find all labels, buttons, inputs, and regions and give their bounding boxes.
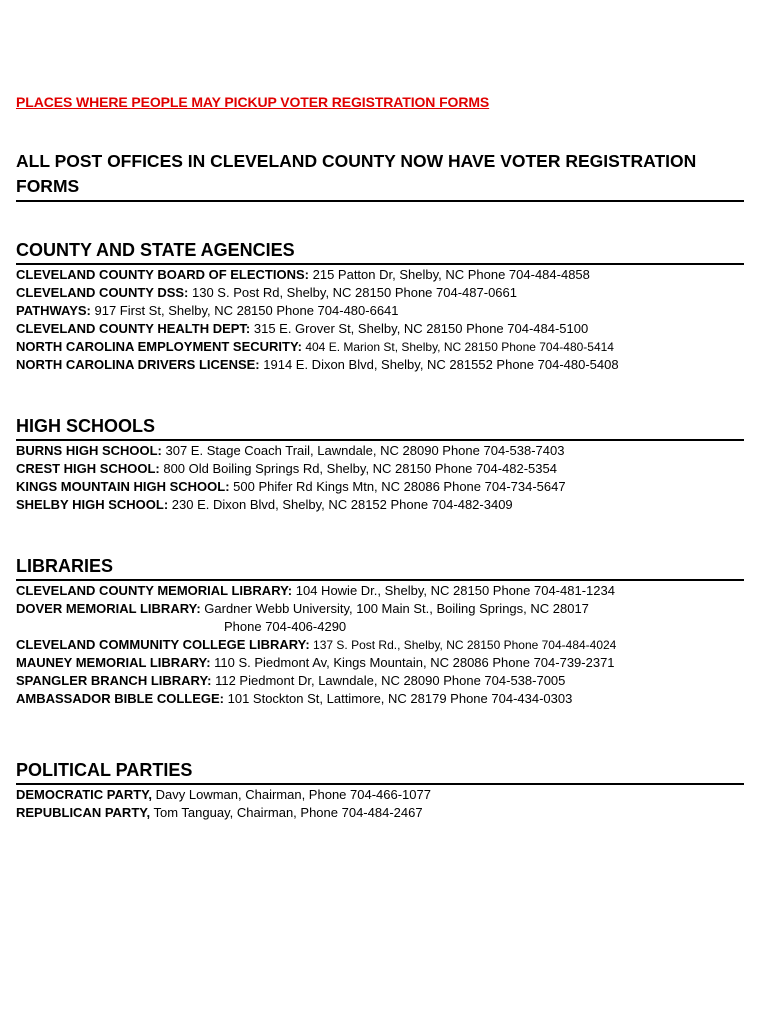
- item-name: BURNS HIGH SCHOOL:: [16, 443, 162, 458]
- item-detail: 110 S. Piedmont Av, Kings Mountain, NC 28086 Phone 704-739-2371: [210, 655, 615, 670]
- item-name: DEMOCRATIC PARTY,: [16, 787, 153, 802]
- list-item: [16, 804, 744, 822]
- item-name: MAUNEY MEMORIAL LIBRARY:: [16, 655, 211, 670]
- section-heading: POLITICAL PARTIES: [16, 759, 744, 785]
- list-item: [16, 600, 744, 618]
- item-name: DOVER MEMORIAL LIBRARY:: [16, 601, 201, 616]
- item-continuation: Phone 704-406-4290: [224, 619, 347, 634]
- list-item: [16, 442, 744, 460]
- item-detail: 230 E. Dixon Blvd, Shelby, NC 28152 Phone 704-482-3409: [168, 497, 513, 512]
- item-name: CLEVELAND COMMUNITY COLLEGE LIBRARY:: [16, 637, 310, 652]
- list-item: [16, 284, 744, 302]
- item-detail: 215 Patton Dr, Shelby, NC Phone 704-484-4858: [309, 267, 590, 282]
- list-item: [16, 496, 744, 514]
- item-detail: Gardner Webb University, 100 Main St., Boiling Springs, NC 28017: [200, 601, 589, 616]
- list-item: [16, 636, 744, 654]
- item-name: REPUBLICAN PARTY,: [16, 805, 151, 820]
- list-item: [16, 478, 744, 496]
- item-detail: 307 E. Stage Coach Trail, Lawndale, NC 28090 Phone 704-538-7403: [161, 443, 565, 458]
- item-detail: 130 S. Post Rd, Shelby, NC 28150 Phone 704-487-0661: [188, 285, 517, 300]
- item-name: PATHWAYS:: [16, 303, 91, 318]
- item-detail: 917 First St, Shelby, NC 28150 Phone 704-480-6641: [90, 303, 399, 318]
- list-item: [16, 320, 744, 338]
- item-name: CLEVELAND COUNTY MEMORIAL LIBRARY:: [16, 583, 293, 598]
- list-item: [16, 672, 744, 690]
- item-name: CLEVELAND COUNTY HEALTH DEPT:: [16, 321, 251, 336]
- item-name: CREST HIGH SCHOOL:: [16, 461, 160, 476]
- section-agencies: [16, 239, 744, 374]
- item-name: CLEVELAND COUNTY DSS:: [16, 285, 189, 300]
- item-name: NORTH CAROLINA DRIVERS LICENSE:: [16, 357, 260, 372]
- list-item: [16, 338, 744, 356]
- item-detail: 1914 E. Dixon Blvd, Shelby, NC 281552 Phone 704-480-5408: [259, 357, 619, 372]
- item-detail: 137 S. Post Rd., Shelby, NC 28150 Phone 704-484-4024: [309, 638, 617, 652]
- section-libraries: [16, 555, 744, 708]
- item-detail: 101 Stockton St, Lattimore, NC 28179 Phone 704-434-0303: [224, 691, 573, 706]
- item-detail: Tom Tanguay, Chairman, Phone 704-484-2467: [150, 805, 423, 820]
- item-detail: 404 E. Marion St, Shelby, NC 28150 Phone 704-480-5414: [302, 340, 614, 354]
- list-item: [16, 460, 744, 478]
- post-offices-notice: ALL POST OFFICES IN CLEVELAND COUNTY NOW HAVE VOTER REGISTRATION FORMS: [16, 149, 744, 202]
- section-heading: LIBRARIES: [16, 555, 744, 581]
- item-detail: 104 Howie Dr., Shelby, NC 28150 Phone 704-481-1234: [292, 583, 615, 598]
- list-item: [16, 786, 744, 804]
- list-item: [16, 690, 744, 708]
- item-name: SHELBY HIGH SCHOOL:: [16, 497, 169, 512]
- item-detail: 500 Phifer Rd Kings Mtn, NC 28086 Phone 704-734-5647: [229, 479, 566, 494]
- page-title: PLACES WHERE PEOPLE MAY PICKUP VOTER REGISTRATION FORMS: [16, 94, 490, 110]
- item-name: CLEVELAND COUNTY BOARD OF ELECTIONS:: [16, 267, 309, 282]
- list-item: [16, 302, 744, 320]
- item-detail: 800 Old Boiling Springs Rd, Shelby, NC 28150 Phone 704-482-5354: [159, 461, 557, 476]
- item-name: KINGS MOUNTAIN HIGH SCHOOL:: [16, 479, 230, 494]
- list-item: [16, 582, 744, 600]
- item-name: NORTH CAROLINA EMPLOYMENT SECURITY:: [16, 339, 302, 354]
- section-high-schools: [16, 415, 744, 514]
- item-name: SPANGLER BRANCH LIBRARY:: [16, 673, 212, 688]
- item-detail: 112 Piedmont Dr, Lawndale, NC 28090 Phone 704-538-7005: [211, 673, 566, 688]
- section-political-parties: [16, 759, 744, 822]
- item-detail: 315 E. Grover St, Shelby, NC 28150 Phone 704-484-5100: [250, 321, 589, 336]
- list-item: [16, 356, 744, 374]
- section-heading: HIGH SCHOOLS: [16, 415, 744, 441]
- list-item: [16, 654, 744, 672]
- item-detail: Davy Lowman, Chairman, Phone 704-466-1077: [152, 787, 431, 802]
- section-heading: COUNTY AND STATE AGENCIES: [16, 239, 744, 265]
- list-item: [16, 266, 744, 284]
- item-name: AMBASSADOR BIBLE COLLEGE:: [16, 691, 224, 706]
